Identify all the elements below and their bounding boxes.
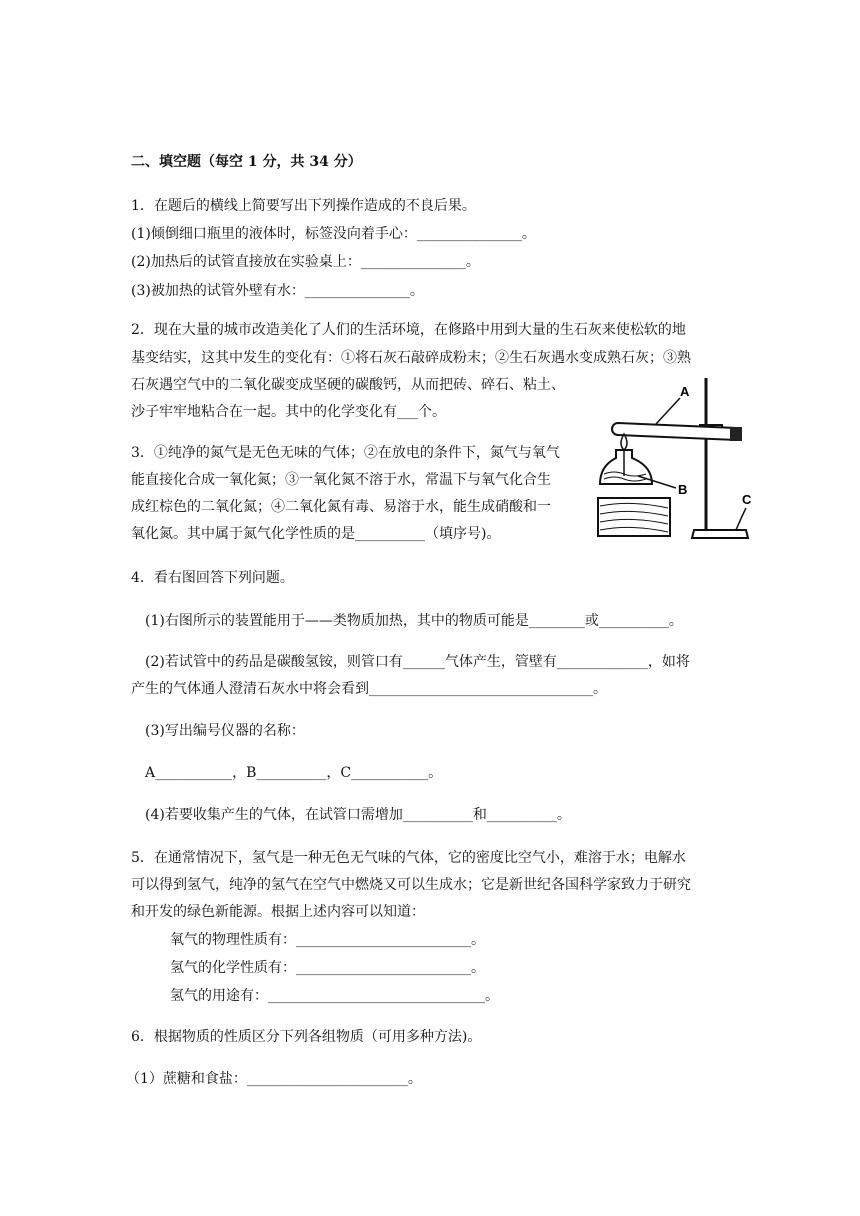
question-2-line-4: 沙子牢牢地粘合在一起。其中的化学变化有___个。 <box>131 404 446 420</box>
question-6-stem: 6．根据物质的性质区分下列各组物质（可用多种方法)。 <box>131 1029 482 1045</box>
question-4-part-2-line-2: 产生的气体通人澄清石灰水中将会看到________________________________。 <box>131 681 607 697</box>
question-5-line-1: 5．在通常情况下，氢气是一种无色无气味的气体，它的密度比空气小，难溶于水；电解水 <box>131 850 686 866</box>
question-5-chemical: 氢气的化学性质有：_________________________。 <box>170 960 485 976</box>
tube-stopper <box>730 427 742 441</box>
question-3-line-4: 氧化氮。其中属于氮气化学性质的是__________（填序号)。 <box>131 526 501 542</box>
question-3-line-2: 能直接化合成一氧化氮；③一氧化氮不溶于水，常温下与氧气化合生 <box>131 472 551 488</box>
question-5-physical: 氧气的物理性质有：_________________________。 <box>170 932 485 948</box>
alcohol-lamp <box>600 450 652 484</box>
question-1-stem: 1．在题后的横线上简要写出下列操作造成的不良后果。 <box>131 198 476 214</box>
label-b: B <box>678 482 688 497</box>
question-4-part-4: (4)若要收集产生的气体，在试管口需增加__________和__________。 <box>145 807 571 823</box>
question-4-part-3-blanks: A___________，B__________，C___________。 <box>145 765 443 781</box>
question-1-item-2: (2)加热后的试管直接放在实验桌上：_______________。 <box>131 254 480 270</box>
question-6-item-1: （1）蔗糖和食盐：_______________________。 <box>126 1071 422 1087</box>
question-2-line-2: 基变结实，这其中发生的变化有：①将石灰石敲碎成粉末；②生石灰遇水变成熟石灰；③熟 <box>131 350 691 366</box>
question-3-line-1: 3．①纯净的氮气是无色无味的气体；②在放电的条件下，氮气与氧气 <box>131 445 560 461</box>
question-4-part-1: (1)右图所示的装置能用于——类物质加热，其中的物质可能是________或__________。 <box>145 613 683 629</box>
heating-apparatus-figure <box>596 376 756 544</box>
question-1-item-1: (1)倾倒细口瓶里的液体时，标签没向着手心：_______________。 <box>131 226 536 242</box>
question-4-part-3: (3)写出编号仪器的名称： <box>145 723 305 739</box>
stand-base <box>692 530 748 538</box>
question-1-item-3: (3)被加热的试管外壁有水：_______________。 <box>131 283 424 299</box>
question-5-uses: 氢气的用途有：_______________________________。 <box>170 988 499 1004</box>
question-2-line-3: 石灰遇空气中的二氧化碳变成坚硬的碳酸钙，从而把砖、碎石、粘土、 <box>131 377 565 393</box>
question-2-line-1: 2．现在大量的城市改造美化了人们的生活环境，在修路中用到大量的生石灰来使松软的地 <box>131 322 686 338</box>
label-c: C <box>742 492 752 507</box>
question-5-line-3: 和开发的绿色新能源。根据上述内容可以知道： <box>131 904 425 920</box>
label-a: A <box>680 384 690 399</box>
question-4-part-2-line-1: (2)若试管中的药品是碳酸氢铵，则管口有______气体产生，管壁有_____________，如将 <box>145 654 690 670</box>
question-4-stem: 4．看右图回答下列问题。 <box>131 570 294 586</box>
section-title: 二、填空题（每空 1 分，共 34 分） <box>131 154 362 170</box>
question-3-line-3: 成红棕色的二氧化氮；④二氧化氮有毒、易溶于水，能生成硝酸和一 <box>131 499 551 515</box>
flame <box>621 434 627 450</box>
question-5-line-2: 可以得到氢气，纯净的氢气在空气中燃烧又可以生成水；它是新世纪各国科学家致力于研究 <box>131 877 691 893</box>
